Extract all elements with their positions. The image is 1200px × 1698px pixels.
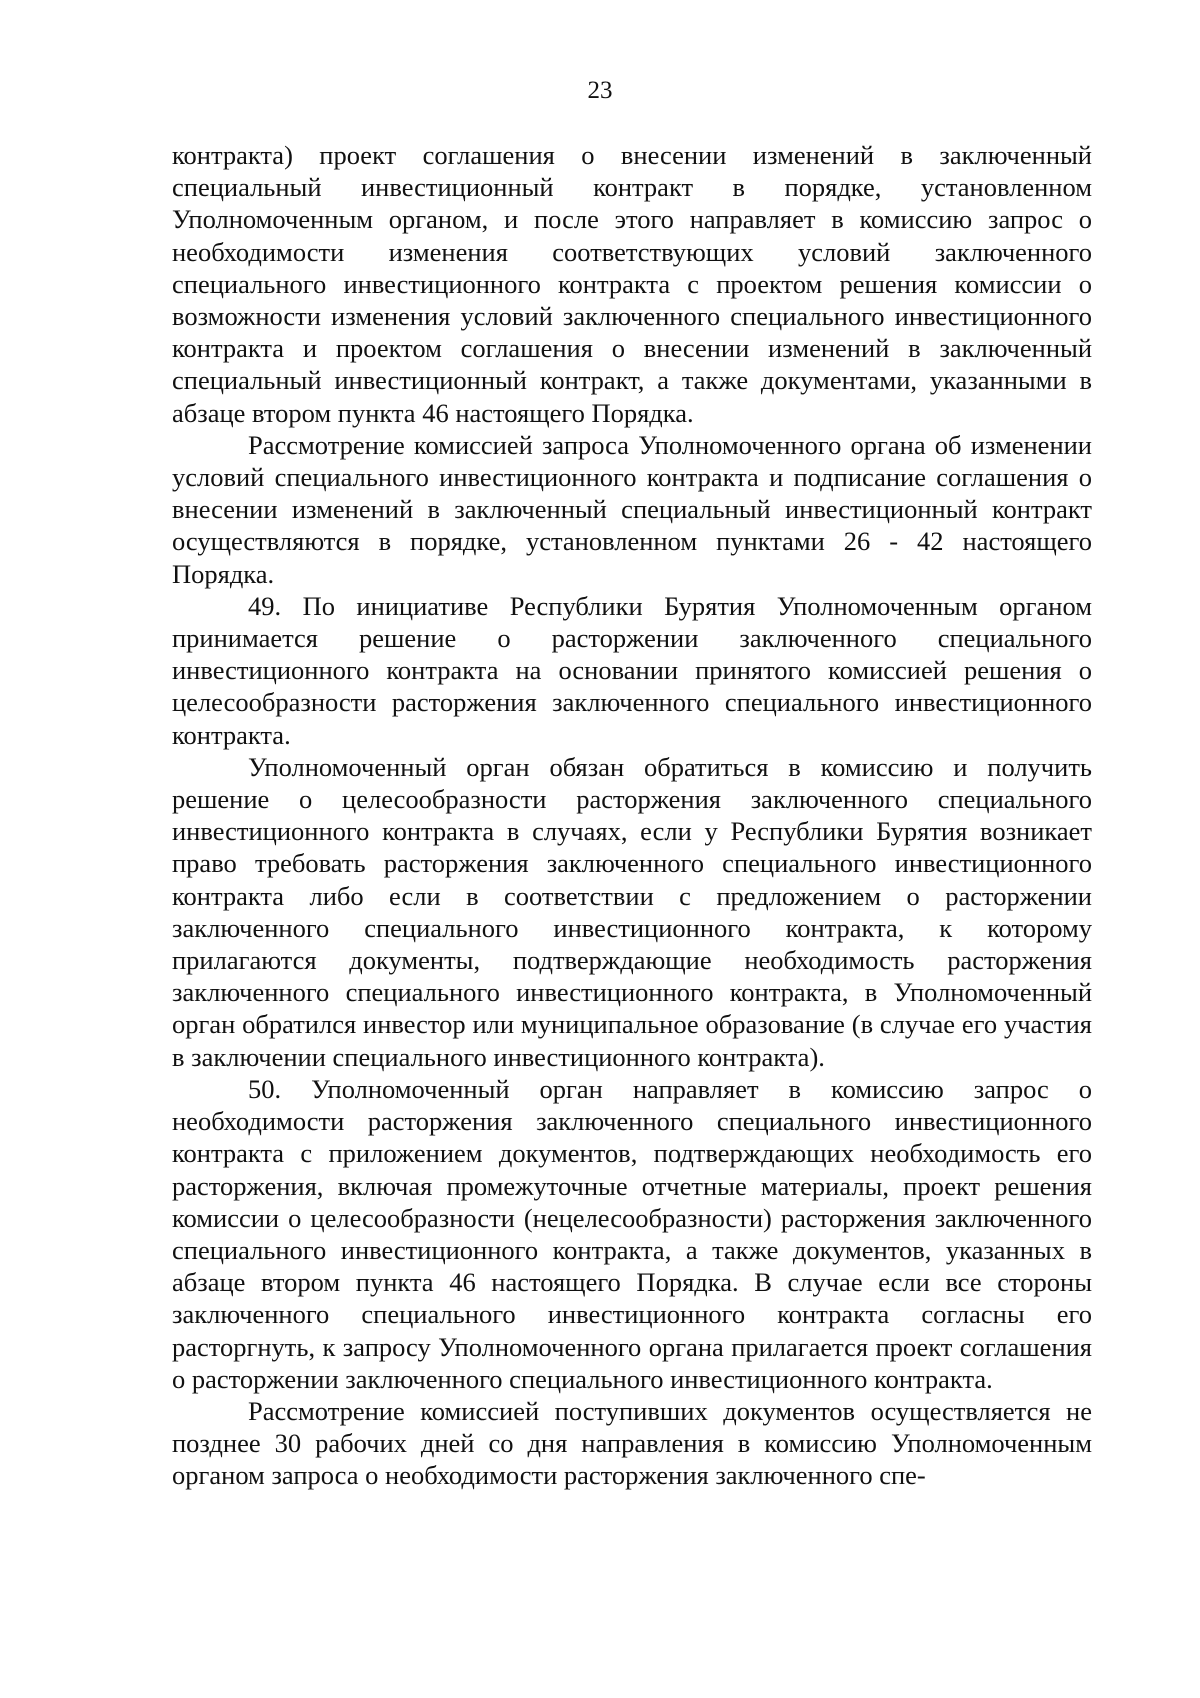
paragraph-item-50: 50. Уполномоченный орган направляет в комиссию запрос о необходимости расторжения заключенного специального инвестиционного контракта с приложением документов, подтверждающих необходимость его расторжения, включая промежуточные отчетные материалы, проект решения комиссии о целесообразности (нецелесообразности) расторжения заключенного специального инвестиционного контракта, а также документов, указанных в абзаце втором пункта 46 настоящего Порядка. В случае если все стороны заключенного специального инвестиционного контракта согласны его расторгнуть, к запросу Уполномоченного органа прилагается проект соглашения о расторжении заключенного специального инвестиционного контракта. xyxy=(172,1073,1092,1394)
paragraph-item-49: 49. По инициативе Республики Бурятия Уполномоченным органом принимается решение о расторжении заключенного специального инвестиционного контракта на основании принятого комиссией решения о целесообразности расторжения заключенного специального инвестиционного контракта. xyxy=(172,590,1092,750)
paragraph-termination-obligation: Уполномоченный орган обязан обратиться в комиссию и получить решение о целесообразности расторжения заключенного специального инвестиционного контракта в случаях, если у Республики Бурятия возникает право требовать расторжения заключенного специального инвестиционного контракта либо если в соответствии с предложением о расторжении заключенного специального инвестиционного контракта, к которому прилагаются документы, подтверждающие необходимость расторжения заключенного специального инвестиционного контракта, в Уполномоченный орган обратился инвестор или муниципальное образование (в случае его участия в заключении специального инвестиционного контракта). xyxy=(172,751,1092,1072)
document-body xyxy=(172,139,1092,1492)
paragraph-continuation: контракта) проект соглашения о внесении изменений в заключенный специальный инвестиционный контракт в порядке, установленном Уполномоченным органом, и после этого направляет в комиссию запрос о необходимости изменения соответствующих условий заключенного специального инвестиционного контракта с проектом решения комиссии о возможности изменения условий заключенного специального инвестиционного контракта и проектом соглашения о внесении изменений в заключенный специальный инвестиционный контракт, а также документами, указанными в абзаце втором пункта 46 настоящего Порядка. xyxy=(172,140,1092,428)
page-number: 23 xyxy=(587,77,613,104)
paragraph-review-of-change-request: Рассмотрение комиссией запроса Уполномоченного органа об изменении условий специального инвестиционного контракта и подписание соглашения о внесении изменений в заключенный специальный инвестиционный контракт осуществляются в порядке, установленном пунктами 26 - 42 настоящего Порядка. xyxy=(172,429,1092,589)
paragraph-review-deadline: Рассмотрение комиссией поступивших документов осуществляется не позднее 30 рабочих дней со дня направления в комиссию Уполномоченным органом запроса о необходимости расторжения заключенного спе- xyxy=(172,1395,1092,1491)
